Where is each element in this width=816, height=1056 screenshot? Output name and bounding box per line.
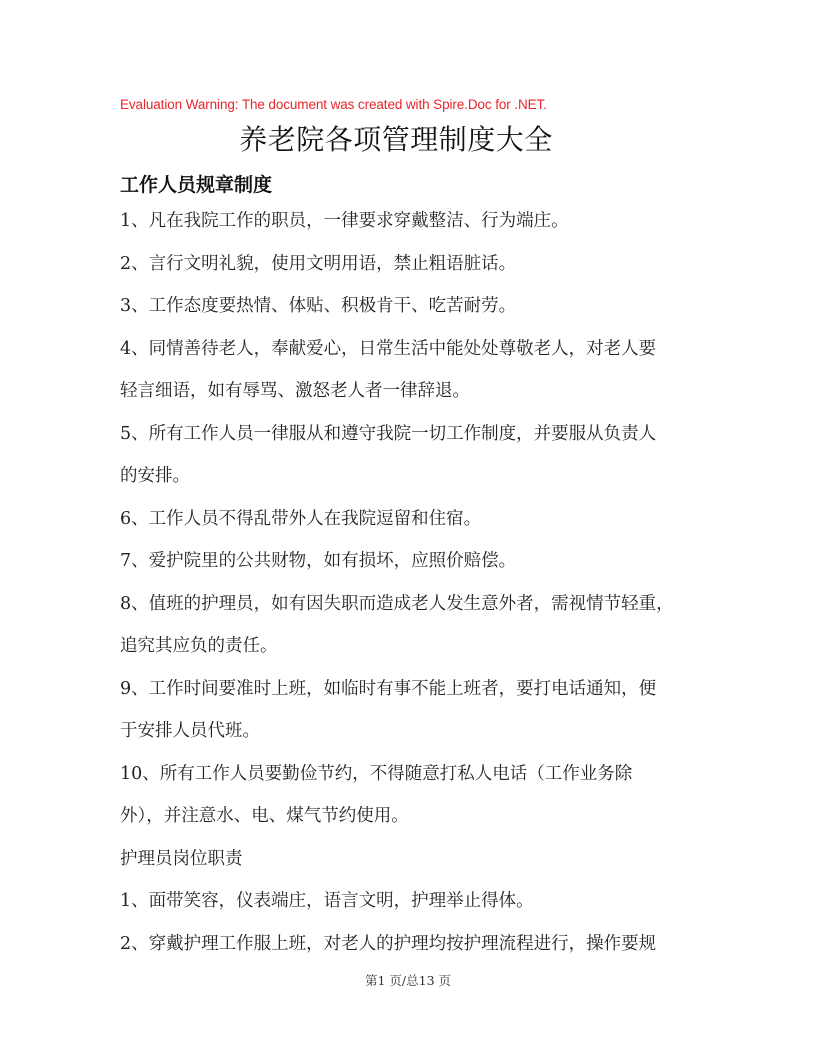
- section-heading: 工作人员规章制度: [120, 174, 273, 196]
- paragraph-line: 10、所有工作人员要勤俭节约，不得随意打私人电话（工作业务除: [120, 763, 633, 784]
- paragraph-line: 8、值班的护理员，如有因失职而造成老人发生意外者，需视情节轻重，: [120, 593, 674, 614]
- paragraph-line: 外），并注意水、电、煤气节约使用。: [120, 806, 409, 826]
- paragraph-line: 6、工作人员不得乱带外人在我院逗留和住宿。: [120, 508, 482, 529]
- paragraph-line: 于安排人员代班。: [120, 721, 260, 741]
- document-body: [120, 206, 700, 971]
- paragraph-line: 2、穿戴护理工作服上班，对老人的护理均按护理流程进行，操作要规: [120, 933, 657, 954]
- paragraph-line: 追究其应负的责任。: [120, 636, 278, 656]
- paragraph-line: 3、工作态度要热情、体贴、积极肯干、吃苦耐劳。: [120, 296, 517, 316]
- paragraph-line: 9、工作时间要准时上班，如临时有事不能上班者，要打电话通知，便: [120, 678, 657, 699]
- paragraph-line: 1、面带笑容，仪表端庄，语言文明，护理举止得体。: [120, 891, 534, 911]
- paragraph-line: 4、同情善待老人，奉献爱心，日常生活中能处处尊敬老人，对老人要: [120, 338, 657, 359]
- subsection-heading: 护理员岗位职责: [120, 848, 243, 869]
- paragraph-line: 轻言细语，如有辱骂、激怒老人者一律辞退。: [120, 381, 470, 401]
- evaluation-warning: Evaluation Warning: The document was created with Spire.Doc for .NET.: [120, 97, 547, 112]
- paragraph-line: 1、凡在我院工作的职员，一律要求穿戴整洁、行为端庄。: [120, 211, 569, 231]
- paragraph-line: 2、言行文明礼貌，使用文明用语，禁止粗语脏话。: [120, 253, 517, 274]
- page-number-footer: 第1 页/总13 页: [364, 973, 452, 988]
- paragraph-line: 的安排。: [120, 466, 190, 486]
- paragraph-line: 5、所有工作人员一律服从和遵守我院一切工作制度，并要服从负责人: [120, 423, 657, 444]
- paragraph-line: 7、爱护院里的公共财物，如有损坏，应照价赔偿。: [120, 551, 517, 571]
- document-title: 养老院各项管理制度大全: [239, 123, 553, 156]
